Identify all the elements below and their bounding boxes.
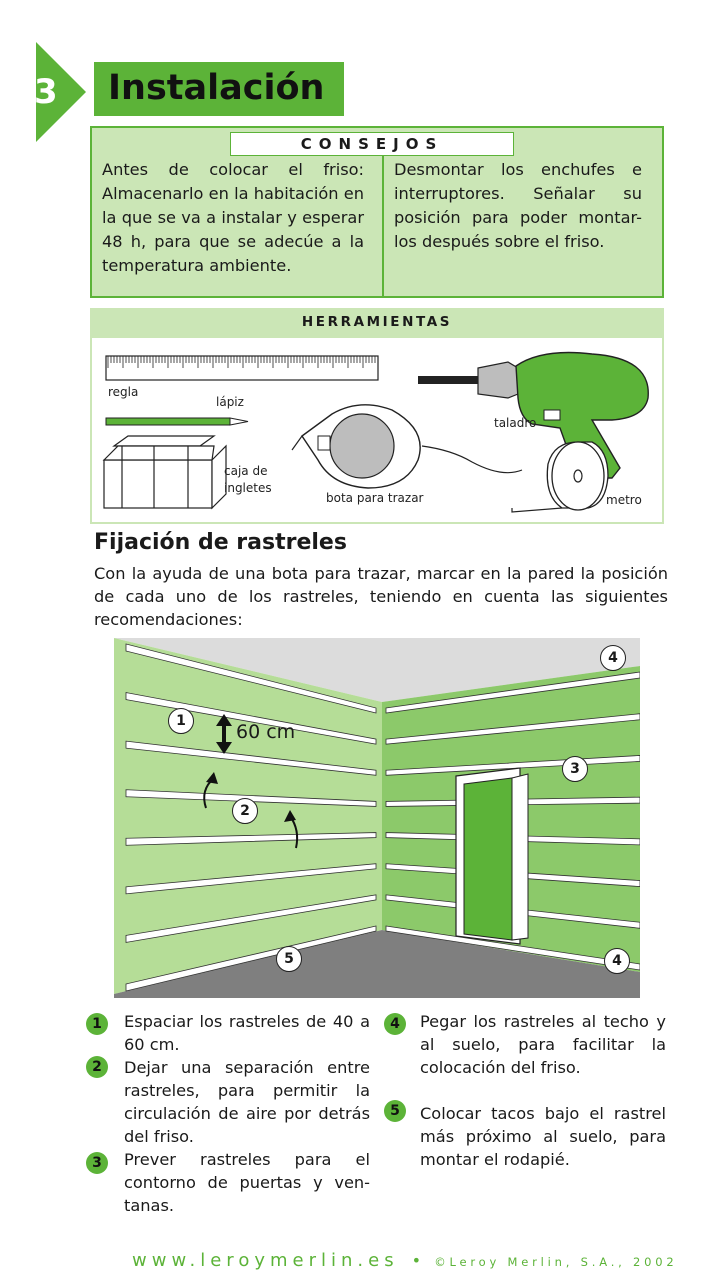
herramientas-label: HERRAMIENTAS (301, 314, 453, 330)
tool-label-metro: metro (606, 493, 642, 507)
mitre-box-icon (104, 436, 226, 508)
section-number: 3 (34, 72, 58, 112)
tool-label-lapiz: lápiz (216, 395, 244, 409)
fijacion-title: Fijación de rastreles (94, 530, 347, 555)
tool-label-caja-1: caja de (224, 464, 268, 478)
tool-label-regla: regla (108, 385, 139, 399)
fijacion-intro: Con la ayuda de una bota para trazar, marcar en la pared la posición de cada uno de los rastreles, teniendo en cuenta las siguientes recomendaciones: (94, 564, 668, 629)
marker-2: 2 (232, 798, 258, 824)
step-4-badge: 4 (384, 1013, 406, 1035)
step-4-text: Pegar los rastreles al techo y al suelo, para facilitar la colocación del friso. (420, 1012, 666, 1077)
door (456, 768, 528, 944)
marker-4-bottom: 4 (604, 948, 630, 974)
consejos-left-text: Antes de colocar el friso: Almacenarlo en la habitación en la que se va a instalar y esperar 48 h, para que se adecúe a la temperatura ambiente. (102, 160, 364, 275)
step-3-badge: 3 (86, 1152, 108, 1174)
step-5-badge: 5 (384, 1100, 406, 1122)
footer (132, 1250, 692, 1271)
spacing-label: 60 cm (236, 721, 296, 743)
ruler-icon (106, 356, 378, 380)
step-2-text: Dejar una separación entre rastreles, para permitir la circulación de aire por detrás del friso. (124, 1058, 370, 1146)
consejos-divider (382, 156, 384, 296)
section-title: Instalación (108, 68, 325, 108)
tape-measure-icon (512, 442, 608, 512)
tool-label-bota: bota para trazar (326, 491, 424, 505)
consejos-right-text: Desmontar los enchufes e interruptores. Señalar su posición para poder montar-los después sobre el friso. (394, 160, 642, 251)
chalk-line-icon (292, 405, 522, 488)
step-3-text: Prever rastreles para el contorno de puertas y ven-tanas. (124, 1150, 370, 1215)
marker-4-top: 4 (600, 645, 626, 671)
marker-1: 1 (168, 708, 194, 734)
footer-separator: • (411, 1251, 422, 1270)
step-1-badge: 1 (86, 1013, 108, 1035)
footer-copyright: ©Leroy Merlin, S.A., 2002 (434, 1255, 678, 1269)
pencil-icon (106, 418, 248, 425)
step-5-text: Colocar tacos bajo el rastrel más próximo al suelo, para montar el rodapié. (420, 1104, 666, 1169)
step-2-badge: 2 (86, 1056, 108, 1078)
consejos-label: CONSEJOS (230, 132, 514, 156)
marker-3: 3 (562, 756, 588, 782)
tool-label-taladro: taladro (494, 416, 537, 430)
marker-5: 5 (276, 946, 302, 972)
step-1-text: Espaciar los rastreles de 40 a 60 cm. (124, 1012, 370, 1054)
room-illustration (114, 638, 640, 998)
footer-url[interactable]: www.leroymerlin.es (132, 1250, 399, 1271)
tool-label-caja-2: ingletes (224, 481, 272, 495)
